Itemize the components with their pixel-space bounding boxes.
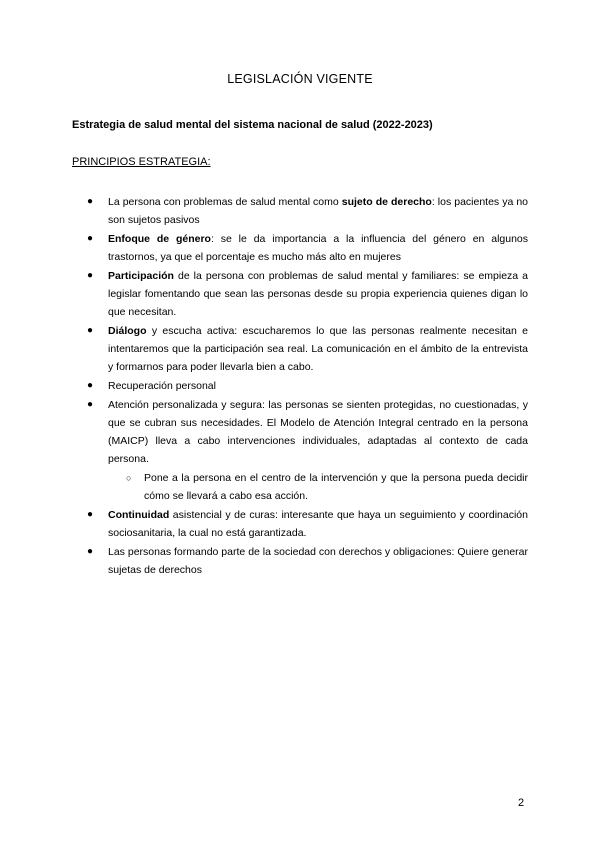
list-item [72,322,528,376]
item-bold-prefix: Continuidad [108,509,170,521]
bullet-icon: ● [87,509,94,520]
bullet-icon: ● [87,380,94,391]
bullet-icon: ● [87,325,94,336]
item-bold-prefix: Participación [108,270,174,282]
item-text: Recuperación personal [108,380,216,392]
circle-bullet-icon: ○ [126,473,132,483]
bullet-icon: ● [87,399,94,410]
page-number: 2 [518,797,525,809]
item-text: y escucha activa: escucharemos lo que las personas realmente necesitan e intentaremos que la participación sea real. La comunicación en el ámbito de la entrevista y formarnos para poder llevarla bien a cabo. [108,325,528,373]
item-bold-prefix: Diálogo [108,325,147,337]
section-heading: PRINCIPIOS ESTRATEGIA: [72,156,211,168]
sub-item-text: Pone a la persona en el centro de la intervención y que la persona pueda decidir cómo se llevará a cabo esa acción. [144,472,528,502]
list-item [72,267,528,321]
item-text: Las personas formando parte de la sociedad con derechos y obligaciones: Quiere generar sujetas de derechos [108,546,528,576]
bullet-icon: ● [87,196,94,207]
item-bold-text: sujeto de derecho [341,196,432,208]
list-item [72,506,528,542]
list-item [72,396,528,468]
item-text: Atención personalizada y segura: las personas se sienten protegidas, no cuestionadas, y que se cubran sus necesidades. El Modelo de Atención Integral centrado en la persona (MAICP) lleva a cabo intervenciones individuales, adaptadas al contexto de cada persona. [108,399,528,465]
list-item [72,193,528,229]
principles-list [72,193,528,580]
bullet-icon: ● [87,270,94,281]
item-text: de la persona con problemas de salud mental y familiares: se empieza a legislar fomentando que sean las personas desde su propia experiencia quienes digan lo que necesitan. [108,270,528,318]
item-text: : los pacientes ya no son sujetos pasivos [108,196,529,226]
list-item [72,230,528,266]
sub-list-item [72,469,528,505]
item-text: La persona con problemas de salud mental como [108,196,342,208]
page-title: LEGISLACIÓN VIGENTE [227,72,373,86]
list-item [72,377,528,395]
bullet-icon: ● [87,546,94,557]
bullet-icon: ● [87,233,94,244]
item-text: : se le da importancia a la influencia del género en algunos trastornos, ya que el porcentaje es mucho más alto en mujeres [108,233,529,263]
item-text: asistencial y de curas: interesante que haya un seguimiento y coordinación sociosanitaria, la cual no está garantizada. [108,509,528,539]
list-item [72,543,528,579]
document-subtitle: Estrategia de salud mental del sistema nacional de salud (2022-2023) [72,119,433,131]
item-bold-prefix: Enfoque de género [108,233,211,245]
